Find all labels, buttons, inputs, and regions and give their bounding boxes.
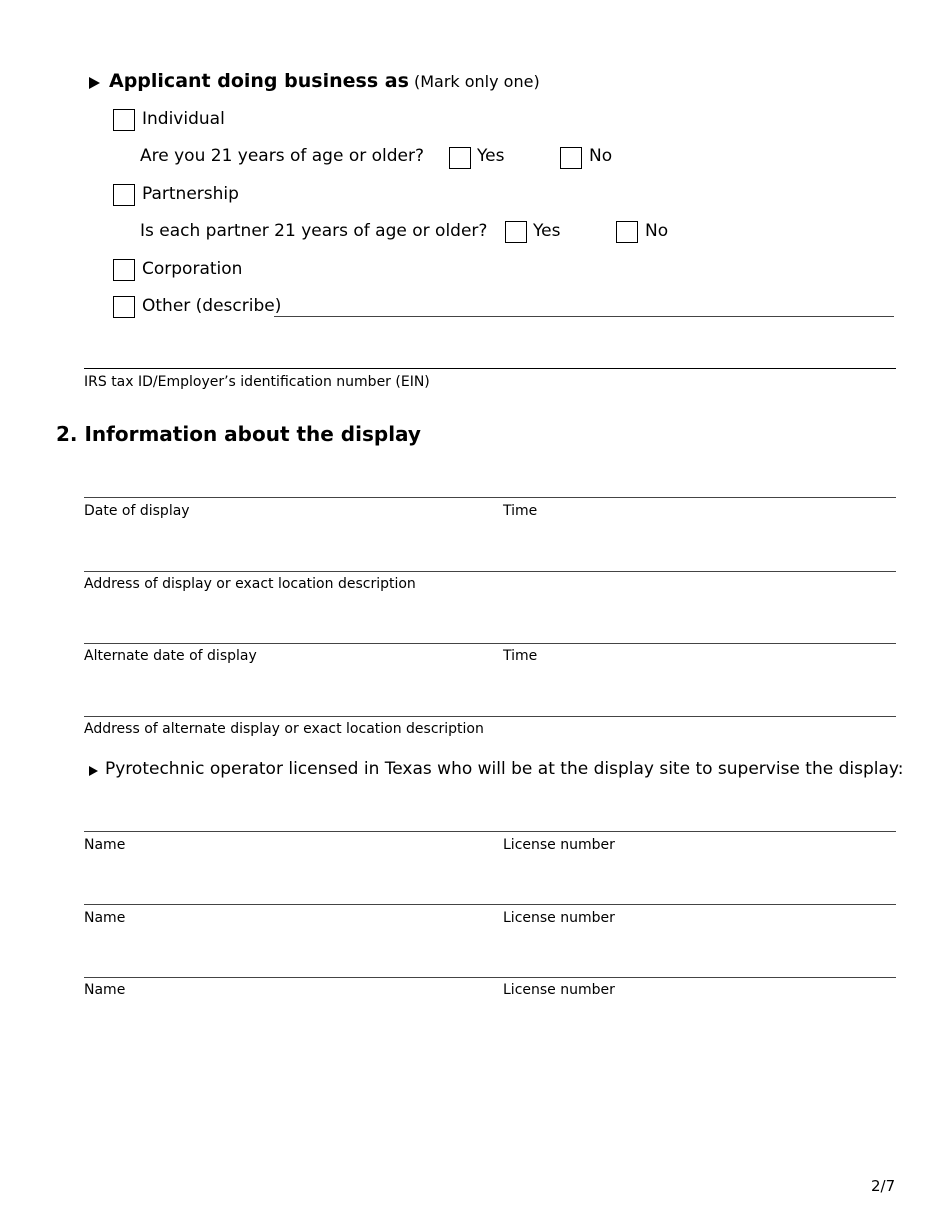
business-note: (Mark only one)	[413, 72, 540, 91]
section-2-title: 2. Information about the display	[56, 422, 421, 446]
alt-date-label: Alternate date of display	[84, 648, 257, 664]
corporation-checkbox[interactable]	[113, 259, 135, 281]
individual-age-no-checkbox[interactable]	[560, 147, 582, 169]
time-label: Time	[503, 503, 538, 519]
business-title: Applicant doing business as	[109, 70, 409, 92]
date-label: Date of display	[84, 503, 190, 519]
partnership-age-question: Is each partner 21 years of age or older?	[140, 221, 488, 241]
alt-date-field-line[interactable]	[84, 643, 896, 644]
partnership-label: Partnership	[142, 184, 239, 204]
operator-1-license-label: License number	[503, 837, 615, 853]
individual-label: Individual	[142, 109, 225, 129]
operator-instruction: Pyrotechnic operator licensed in Texas who will be at the display site to supervise the display:	[105, 759, 904, 779]
other-checkbox[interactable]	[113, 296, 135, 318]
alt-address-field-line[interactable]	[84, 716, 896, 717]
operator-2-field-line[interactable]	[84, 904, 896, 905]
ein-field-line[interactable]	[84, 368, 896, 369]
partnership-age-no-label: No	[645, 221, 669, 241]
individual-age-yes-checkbox[interactable]	[449, 147, 471, 169]
bullet-arrow-icon	[89, 766, 98, 776]
partnership-age-yes-label: Yes	[533, 221, 561, 241]
other-describe-line[interactable]	[274, 316, 894, 317]
alt-address-label: Address of alternate display or exact location description	[84, 721, 484, 737]
operator-1-name-label: Name	[84, 837, 126, 853]
individual-checkbox[interactable]	[113, 109, 135, 131]
partnership-age-no-checkbox[interactable]	[616, 221, 638, 243]
address-field-line[interactable]	[84, 571, 896, 572]
partnership-checkbox[interactable]	[113, 184, 135, 206]
operator-3-license-label: License number	[503, 982, 615, 998]
operator-3-name-label: Name	[84, 982, 126, 998]
bullet-arrow-icon	[89, 77, 100, 89]
operator-1-field-line[interactable]	[84, 831, 896, 832]
individual-age-yes-label: Yes	[477, 146, 505, 166]
alt-time-label: Time	[503, 648, 538, 664]
individual-age-question: Are you 21 years of age or older?	[140, 146, 425, 166]
other-label: Other (describe)	[142, 296, 282, 316]
operator-2-license-label: License number	[503, 910, 615, 926]
corporation-label: Corporation	[142, 259, 243, 279]
date-field-line[interactable]	[84, 497, 896, 498]
partnership-age-yes-checkbox[interactable]	[505, 221, 527, 243]
ein-label: IRS tax ID/Employer’s identification number (EIN)	[84, 374, 430, 390]
individual-age-no-label: No	[589, 146, 613, 166]
operator-3-field-line[interactable]	[84, 977, 896, 978]
operator-2-name-label: Name	[84, 910, 126, 926]
address-label: Address of display or exact location description	[84, 576, 416, 592]
page-number: 2/7	[871, 1177, 896, 1195]
business-heading	[109, 70, 540, 92]
